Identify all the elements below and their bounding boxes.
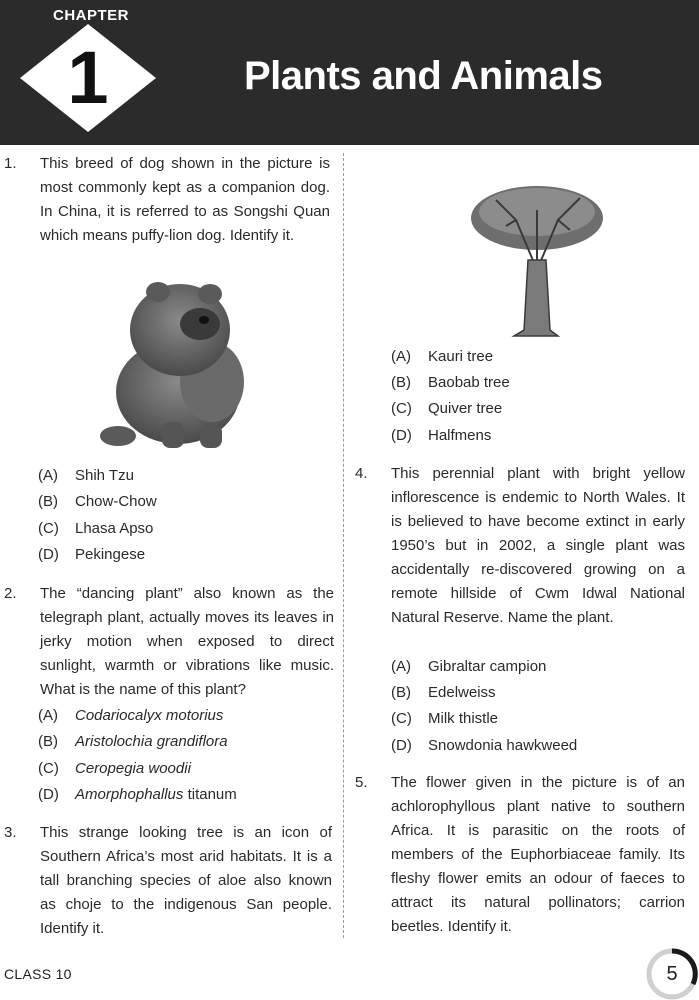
chapter-label: CHAPTER: [53, 7, 130, 24]
page-number: 5: [666, 963, 678, 985]
question-number: 1.: [4, 155, 17, 172]
question-number: 3.: [4, 824, 17, 841]
chapter-header: [0, 0, 699, 145]
q2-option-b: (B) Aristolochia grandiflora: [38, 733, 228, 750]
question-number: 4.: [355, 465, 368, 482]
question-text: This breed of dog shown in the picture is most commonly kept as a companion dog. In China, it is referred to as Songshi Quan which means puffy-lion dog. Identify it.: [40, 155, 330, 244]
q3-option-b: (B) Baobab tree: [391, 374, 510, 391]
chapter-number: 1: [67, 36, 109, 119]
q2-option-d: (D) Amorphophallus titanum: [38, 786, 237, 803]
q4-option-b: (B) Edelweiss: [391, 684, 496, 701]
question-text: This perennial plant with bright yellow inflorescence is endemic to North Wales. It is believed to have become extinct in early 1950’s but in 2002, a single plant was accidentally re-discovered growing on a remote hillside of Cwm Idwal National Natural Reserve. Name the plant.: [391, 465, 685, 626]
chapter-title: Plants and Animals: [244, 54, 603, 98]
question-number: 5.: [355, 774, 368, 791]
chow-chow-dog-image: [100, 272, 260, 452]
class-label: CLASS 10: [4, 966, 72, 982]
question-text: This strange looking tree is an icon of Southern Africa’s most arid habitats. It is a tall branching species of aloe also known as choje to the indigenous San people. Identify it.: [40, 824, 332, 937]
q1-option-a: (A) Shih Tzu: [38, 467, 134, 484]
question-text: The flower given in the picture is of an achlorophyllous plant native to southern Africa. It is parasitic on the roots of members of the Euphorbiaceae family. Its fleshy flower emits an odour of faeces to attract its natural pollinators; carrion beetles. Identify it.: [391, 774, 685, 935]
q3-option-d: (D) Halfmens: [391, 427, 492, 444]
question-text: The “dancing plant” also known as the telegraph plant, actually moves its leaves in jerky motion when exposed to direct sunlight, warmth or vibrations like music. What is the name of this plant?: [40, 585, 334, 698]
q4-option-c: (C) Milk thistle: [391, 710, 499, 727]
question-number: 2.: [4, 585, 17, 602]
q1-option-c: (C) Lhasa Apso: [38, 520, 154, 537]
q3-option-c: (C) Quiver tree: [391, 400, 503, 417]
q4-option-d: (D) Snowdonia hawkweed: [391, 737, 578, 754]
q2-option-a: (A) Codariocalyx motorius: [38, 707, 224, 724]
q2-option-c: (C) Ceropegia woodii: [38, 760, 191, 777]
quiver-tree-image: [466, 180, 608, 340]
column-divider: [343, 153, 344, 938]
q4-option-a: (A) Gibraltar campion: [391, 658, 547, 675]
q3-option-a: (A) Kauri tree: [391, 348, 494, 365]
q1-option-b: (B) Chow-Chow: [38, 493, 157, 510]
q1-option-d: (D) Pekingese: [38, 546, 146, 563]
